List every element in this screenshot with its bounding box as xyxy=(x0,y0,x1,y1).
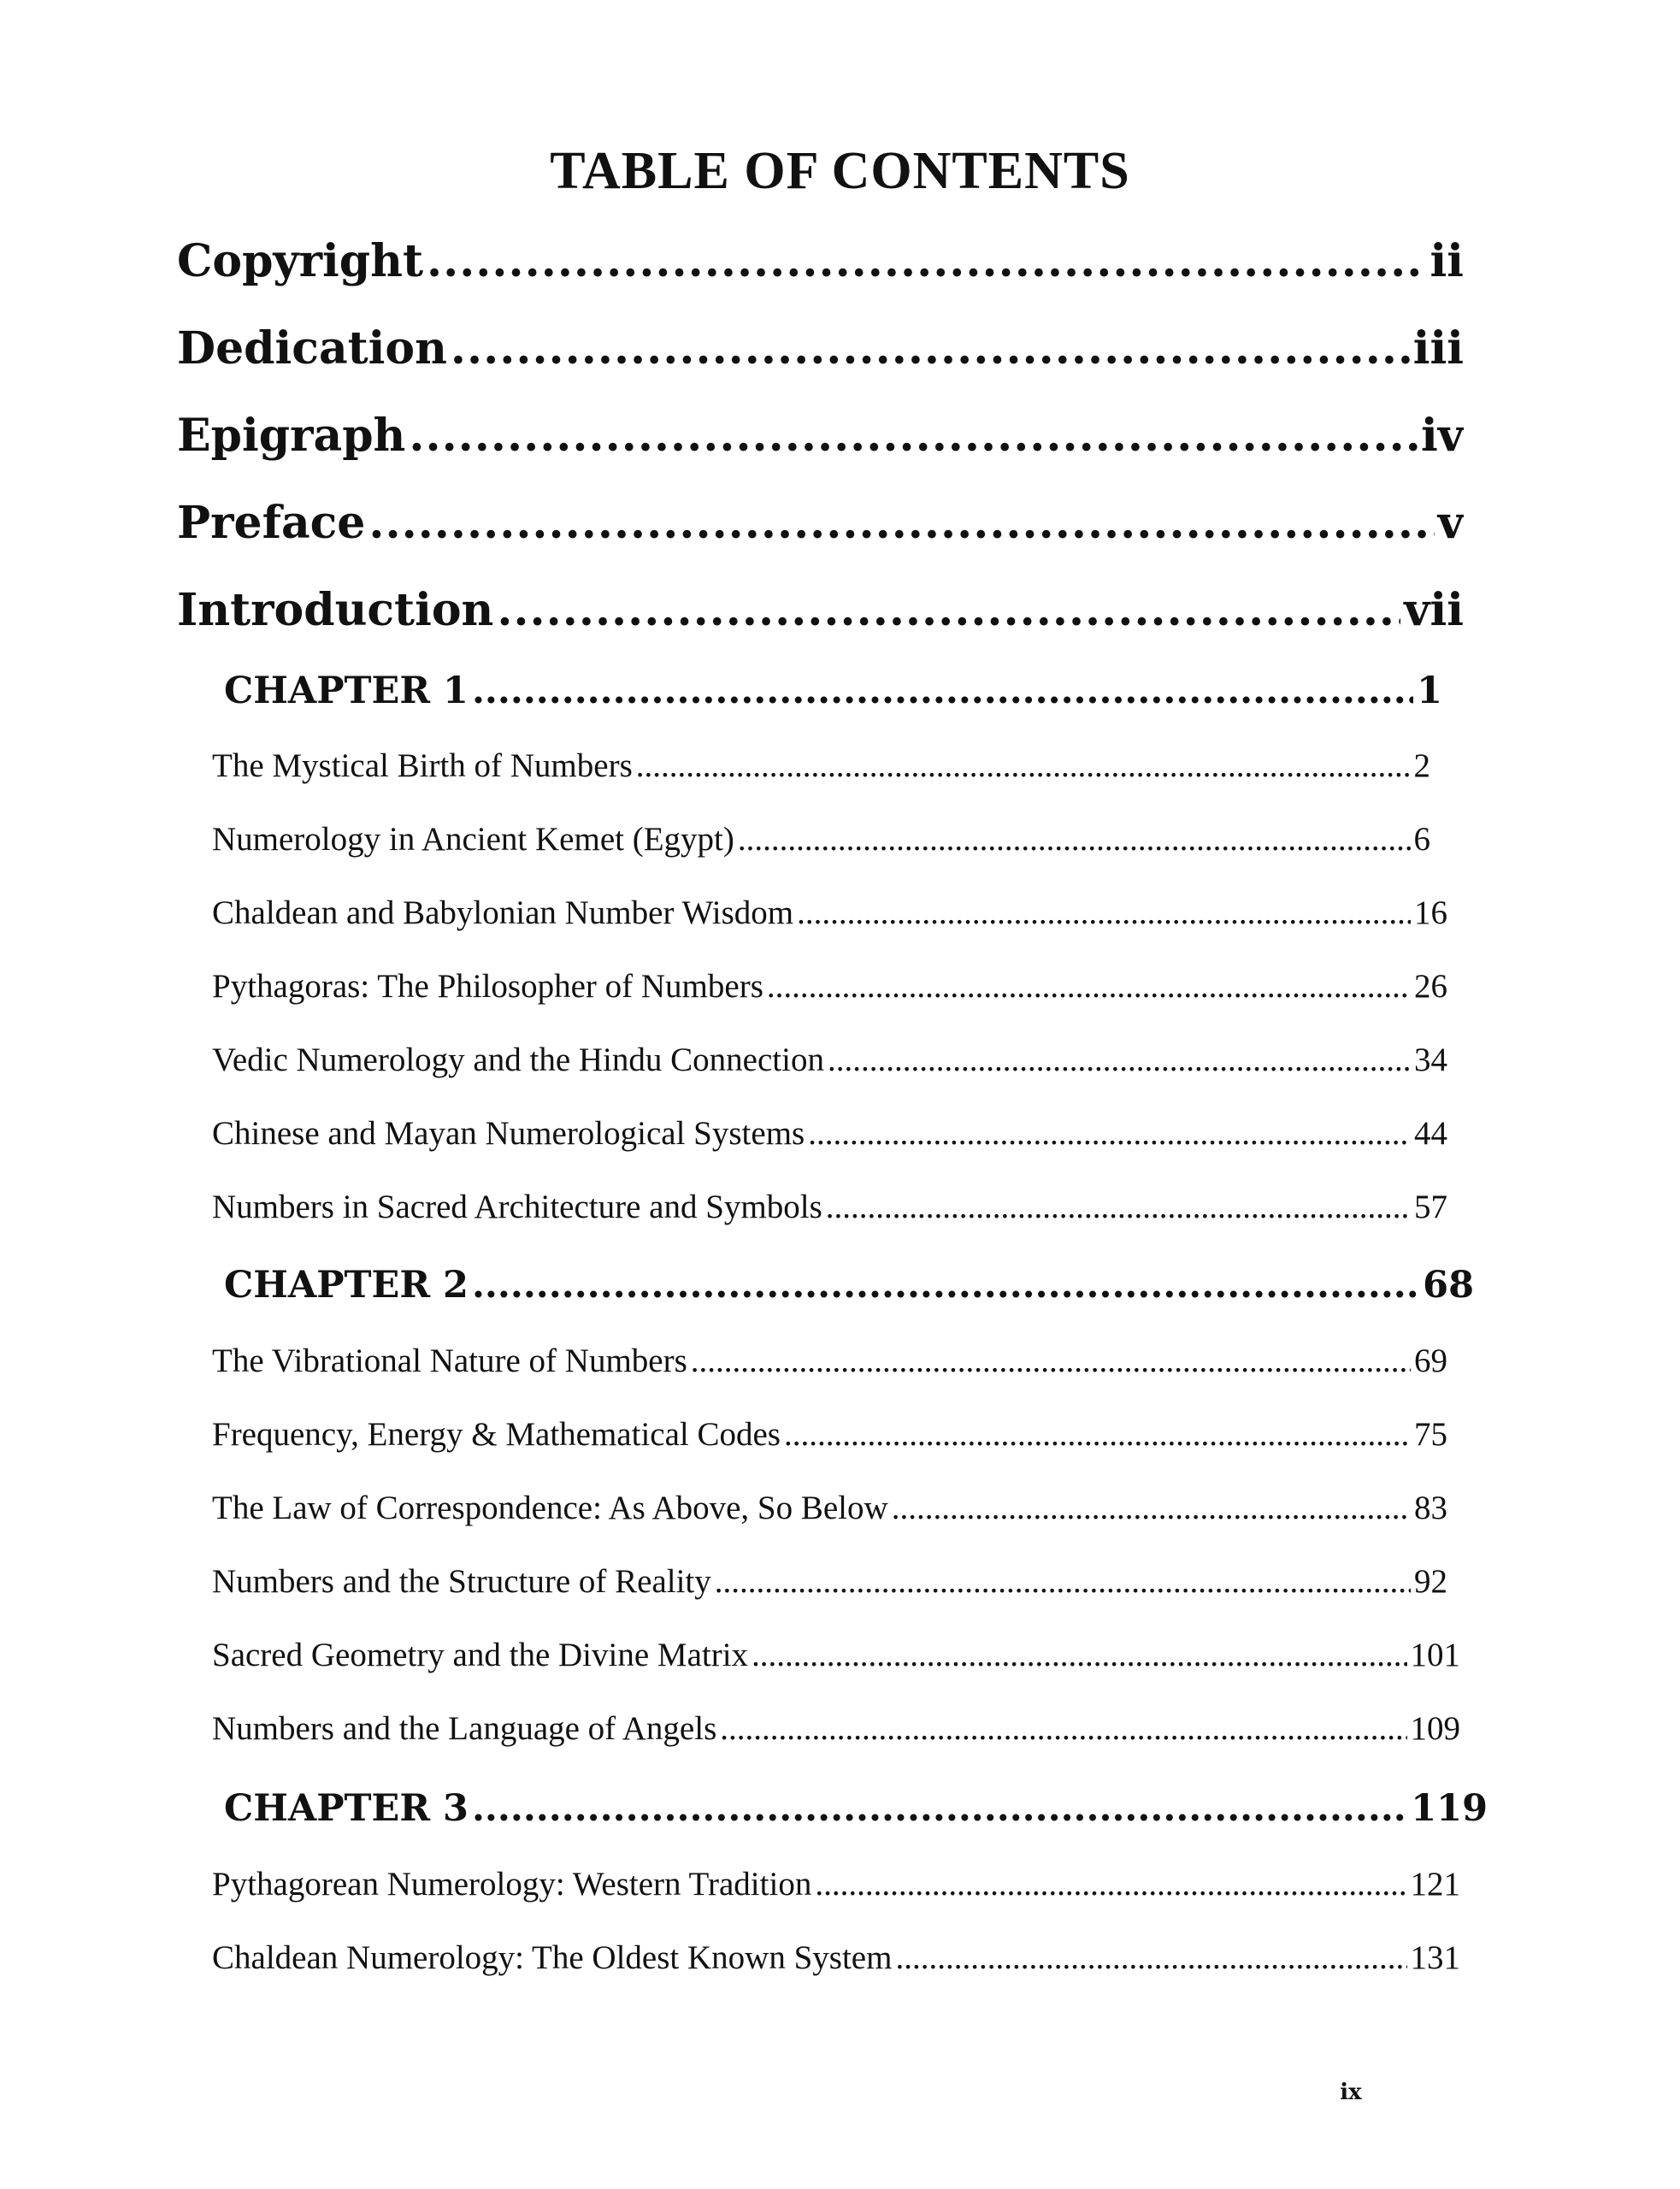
toc-entry-chapter-3[interactable] xyxy=(224,1787,1488,1838)
toc-page-number: v xyxy=(1437,497,1464,549)
toc-page-number: 75 xyxy=(1414,1416,1447,1453)
dot-leader xyxy=(636,746,1411,785)
toc-entry-epigraph[interactable] xyxy=(177,410,1464,471)
toc-section-entry[interactable] xyxy=(212,1342,1447,1386)
dot-leader xyxy=(472,1264,1419,1307)
toc-page-number: 119 xyxy=(1411,1787,1488,1830)
toc-section-entry[interactable] xyxy=(212,1938,1460,1983)
dot-leader xyxy=(738,820,1411,858)
toc-page-number: 101 xyxy=(1410,1637,1460,1673)
chapter-label: CHAPTER 2 xyxy=(224,1264,469,1307)
page-title: TABLE OF CONTENTS xyxy=(550,142,1130,200)
toc-page-number: 2 xyxy=(1413,747,1430,784)
toc-entry-introduction[interactable] xyxy=(177,584,1464,646)
toc-page-number: 68 xyxy=(1423,1264,1474,1307)
toc-page-number: 1 xyxy=(1417,670,1442,712)
dot-leader xyxy=(892,1489,1411,1527)
toc-entry-label: Dedication xyxy=(177,322,447,375)
section-label: Vedic Numerology and the Hindu Connection xyxy=(212,1041,824,1078)
toc-entry-chapter-1[interactable] xyxy=(224,670,1442,721)
dot-leader xyxy=(720,1709,1406,1748)
toc-page-number: 57 xyxy=(1414,1189,1447,1225)
section-label: The Vibrational Nature of Numbers xyxy=(212,1342,687,1379)
dot-leader xyxy=(784,1415,1411,1454)
dot-leader xyxy=(895,1938,1406,1977)
toc-entry-label: Epigraph xyxy=(177,410,406,462)
section-label: Numbers in Sacred Architecture and Symbols xyxy=(212,1189,822,1225)
toc-section-entry[interactable] xyxy=(212,1709,1460,1754)
dot-leader xyxy=(828,1041,1411,1079)
toc-section-entry[interactable] xyxy=(212,1041,1447,1085)
toc-page-number: 83 xyxy=(1414,1490,1447,1526)
toc-page-number: 92 xyxy=(1414,1563,1447,1600)
toc-page-number: 34 xyxy=(1414,1041,1447,1078)
section-label: Numbers and the Language of Angels xyxy=(212,1710,717,1747)
section-label: Pythagoras: The Philosopher of Numbers xyxy=(212,968,763,1005)
dot-leader xyxy=(691,1342,1411,1380)
dot-leader xyxy=(808,1114,1411,1153)
toc-section-entry[interactable] xyxy=(212,967,1447,1012)
toc-page-number: 109 xyxy=(1410,1710,1460,1747)
toc-page-number: 26 xyxy=(1414,968,1447,1005)
toc-page-number: 121 xyxy=(1410,1866,1460,1903)
toc-section-entry[interactable] xyxy=(212,1114,1447,1159)
section-label: Chinese and Mayan Numerological Systems xyxy=(212,1115,805,1152)
dot-leader xyxy=(752,1636,1406,1674)
dot-leader xyxy=(472,670,1413,712)
toc-page-number: 16 xyxy=(1414,894,1447,931)
section-label: Chaldean Numerology: The Oldest Known System xyxy=(212,1939,893,1976)
dot-leader xyxy=(826,1188,1411,1226)
toc-entry-preface[interactable] xyxy=(177,497,1464,558)
dot-leader xyxy=(815,1865,1406,1903)
toc-section-entry[interactable] xyxy=(212,1865,1460,1909)
toc-section-entry[interactable] xyxy=(212,746,1430,791)
page-folio: ix xyxy=(1340,2080,1362,2105)
toc-page-number: 131 xyxy=(1410,1939,1460,1976)
toc-page-number: iv xyxy=(1421,410,1464,462)
section-label: Numbers and the Structure of Reality xyxy=(212,1563,711,1600)
chapter-label: CHAPTER 1 xyxy=(224,670,469,712)
dot-leader xyxy=(715,1562,1411,1601)
toc-section-entry[interactable] xyxy=(212,1415,1447,1460)
toc-page-number: iii xyxy=(1412,322,1464,375)
dot-leader xyxy=(368,497,1434,549)
dot-leader xyxy=(409,410,1418,462)
dot-leader xyxy=(427,235,1427,287)
toc-page-number: 69 xyxy=(1414,1342,1447,1379)
toc-page-number: 6 xyxy=(1413,821,1430,858)
toc-section-entry[interactable] xyxy=(212,1562,1447,1607)
toc-section-entry[interactable] xyxy=(212,894,1447,938)
toc-entry-copyright[interactable] xyxy=(177,235,1464,297)
toc-section-entry[interactable] xyxy=(212,1636,1460,1680)
toc-entry-label: Introduction xyxy=(177,584,494,636)
section-label: Pythagorean Numerology: Western Tradition xyxy=(212,1866,812,1903)
section-label: The Law of Correspondence: As Above, So Below xyxy=(212,1490,888,1526)
toc-section-entry[interactable] xyxy=(212,1188,1447,1232)
dot-leader xyxy=(472,1787,1407,1830)
section-label: The Mystical Birth of Numbers xyxy=(212,747,633,784)
toc-page-number: vii xyxy=(1404,584,1464,636)
section-label: Sacred Geometry and the Divine Matrix xyxy=(212,1637,749,1673)
toc-section-entry[interactable] xyxy=(212,820,1430,864)
dot-leader xyxy=(797,894,1411,932)
toc-entry-label: Preface xyxy=(177,497,366,549)
dot-leader xyxy=(767,967,1411,1006)
dot-leader xyxy=(497,584,1400,636)
toc-page-number: 44 xyxy=(1414,1115,1447,1152)
dot-leader xyxy=(451,322,1410,375)
section-label: Frequency, Energy & Mathematical Codes xyxy=(212,1416,781,1453)
toc-section-entry[interactable] xyxy=(212,1489,1447,1533)
toc-page-number: ii xyxy=(1429,235,1464,287)
chapter-label: CHAPTER 3 xyxy=(224,1787,469,1830)
section-label: Numerology in Ancient Kemet (Egypt) xyxy=(212,821,734,858)
toc-entry-label: Copyright xyxy=(177,235,423,287)
toc-entry-dedication[interactable] xyxy=(177,322,1464,384)
section-label: Chaldean and Babylonian Number Wisdom xyxy=(212,894,794,931)
toc-entry-chapter-2[interactable] xyxy=(224,1264,1474,1315)
